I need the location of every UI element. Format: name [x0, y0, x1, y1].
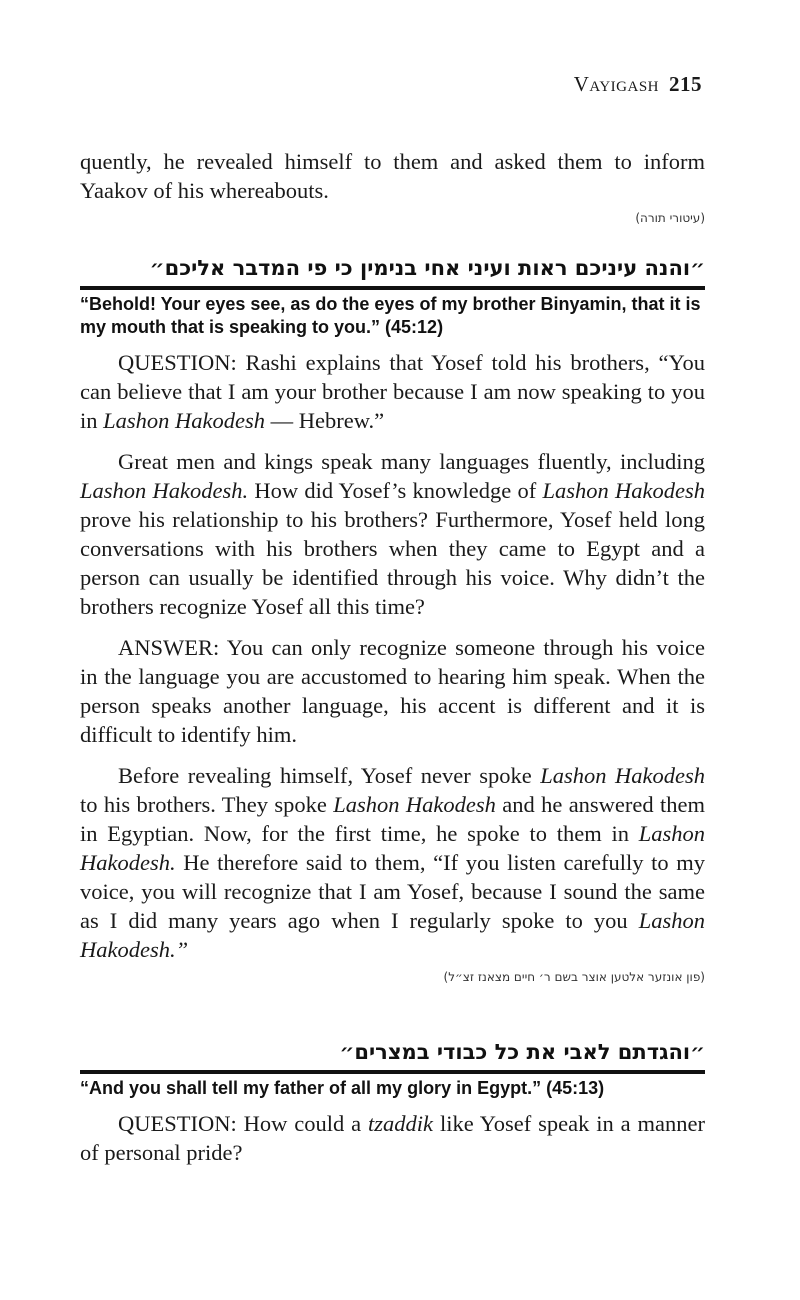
paragraph [80, 1109, 705, 1167]
text-run: Great men and kings speak many languages fluently, including [118, 449, 705, 474]
paragraph [80, 348, 705, 435]
text-run: Before revealing himself, Yosef never spoke [118, 763, 541, 788]
paragraph [80, 633, 705, 749]
section-2-hebrew-heading: ״והגדתם לאבי את כל כבודי במצרים״ [339, 1040, 705, 1064]
text-run: QUESTION: How could a [118, 1111, 369, 1136]
text-run: How did Yosef’s knowledge of [248, 478, 543, 503]
section-1 [80, 256, 705, 984]
text-run: like Yosef speak in a manner of personal pride? [80, 1111, 705, 1165]
continuation-paragraph: quently, he revealed himself to them and asked them to inform Yaakov of his whereabouts. [80, 149, 705, 203]
text-run: He therefore said to them, “If you listen carefully to my voice, you will recognize that I am Yosef, because I sound the same as I did many years ago when I regularly spoke to you [80, 850, 705, 933]
italic-term: Lashon Hakodesh.” [80, 908, 705, 962]
section-1-english-heading: “Behold! Your eyes see, as do the eyes of my brother Binyamin, that it is my mouth that is speaking to you.” (45:12) [80, 294, 701, 337]
section-2-rule [80, 1070, 705, 1074]
running-head-title: Vayigash [573, 72, 659, 96]
section-1-rule [80, 286, 705, 290]
italic-term: Lashon Hakodesh. [80, 478, 249, 503]
text-run: prove his relationship to his brothers? Furthermore, Yosef held long conversations with his brothers when they came to Egypt and a person can usually be identified through his voice. Why didn’t the brothers recognize Yosef all this time? [80, 507, 705, 619]
section-2 [80, 1040, 705, 1167]
section-2-body [80, 1109, 705, 1167]
text-run: — Hebrew.” [265, 408, 385, 433]
italic-term: Lashon Hakodesh [540, 763, 705, 788]
section-2-english-heading: “And you shall tell my father of all my glory in Egypt.” (45:13) [80, 1078, 605, 1098]
text-run: ANSWER: You can only recognize someone through his voice in the language you are accustomed to hearing him speak. When the person speaks another language, his accent is different and it is difficult to identify him. [80, 635, 705, 747]
paragraph [80, 761, 705, 964]
continuation-block [80, 147, 705, 225]
section-1-body [80, 348, 705, 964]
text-run: and he answered them in Egyptian. Now, for the first time, he spoke to them in [80, 792, 706, 846]
italic-term: tzaddik [368, 1111, 434, 1136]
text-run: QUESTION: Rashi explains that Yosef told his brothers, “You can believe that I am your brother because I am now speaking to you in [80, 350, 705, 433]
text-run: to his brothers. They spoke [80, 792, 334, 817]
italic-term: Lashon Hakodesh [103, 408, 266, 433]
italic-term: Lashon Hakodesh. [80, 821, 705, 875]
page-number: 215 [669, 72, 702, 96]
italic-term: Lashon Hakodesh [542, 478, 705, 503]
running-head [574, 72, 702, 97]
section-1-hebrew-heading: ״והנה עיניכם ראות ועיני אחי בנימין כי פי המדבר אליכם״ [149, 256, 705, 280]
section-1-source: (פון אונזער אלטען אוצר בשם ר׳ חיים מצאנז זצ״ל) [443, 970, 705, 984]
continuation-source: (עיטורי תורה) [635, 211, 705, 225]
paragraph [80, 447, 705, 621]
italic-term: Lashon Hakodesh [333, 792, 496, 817]
